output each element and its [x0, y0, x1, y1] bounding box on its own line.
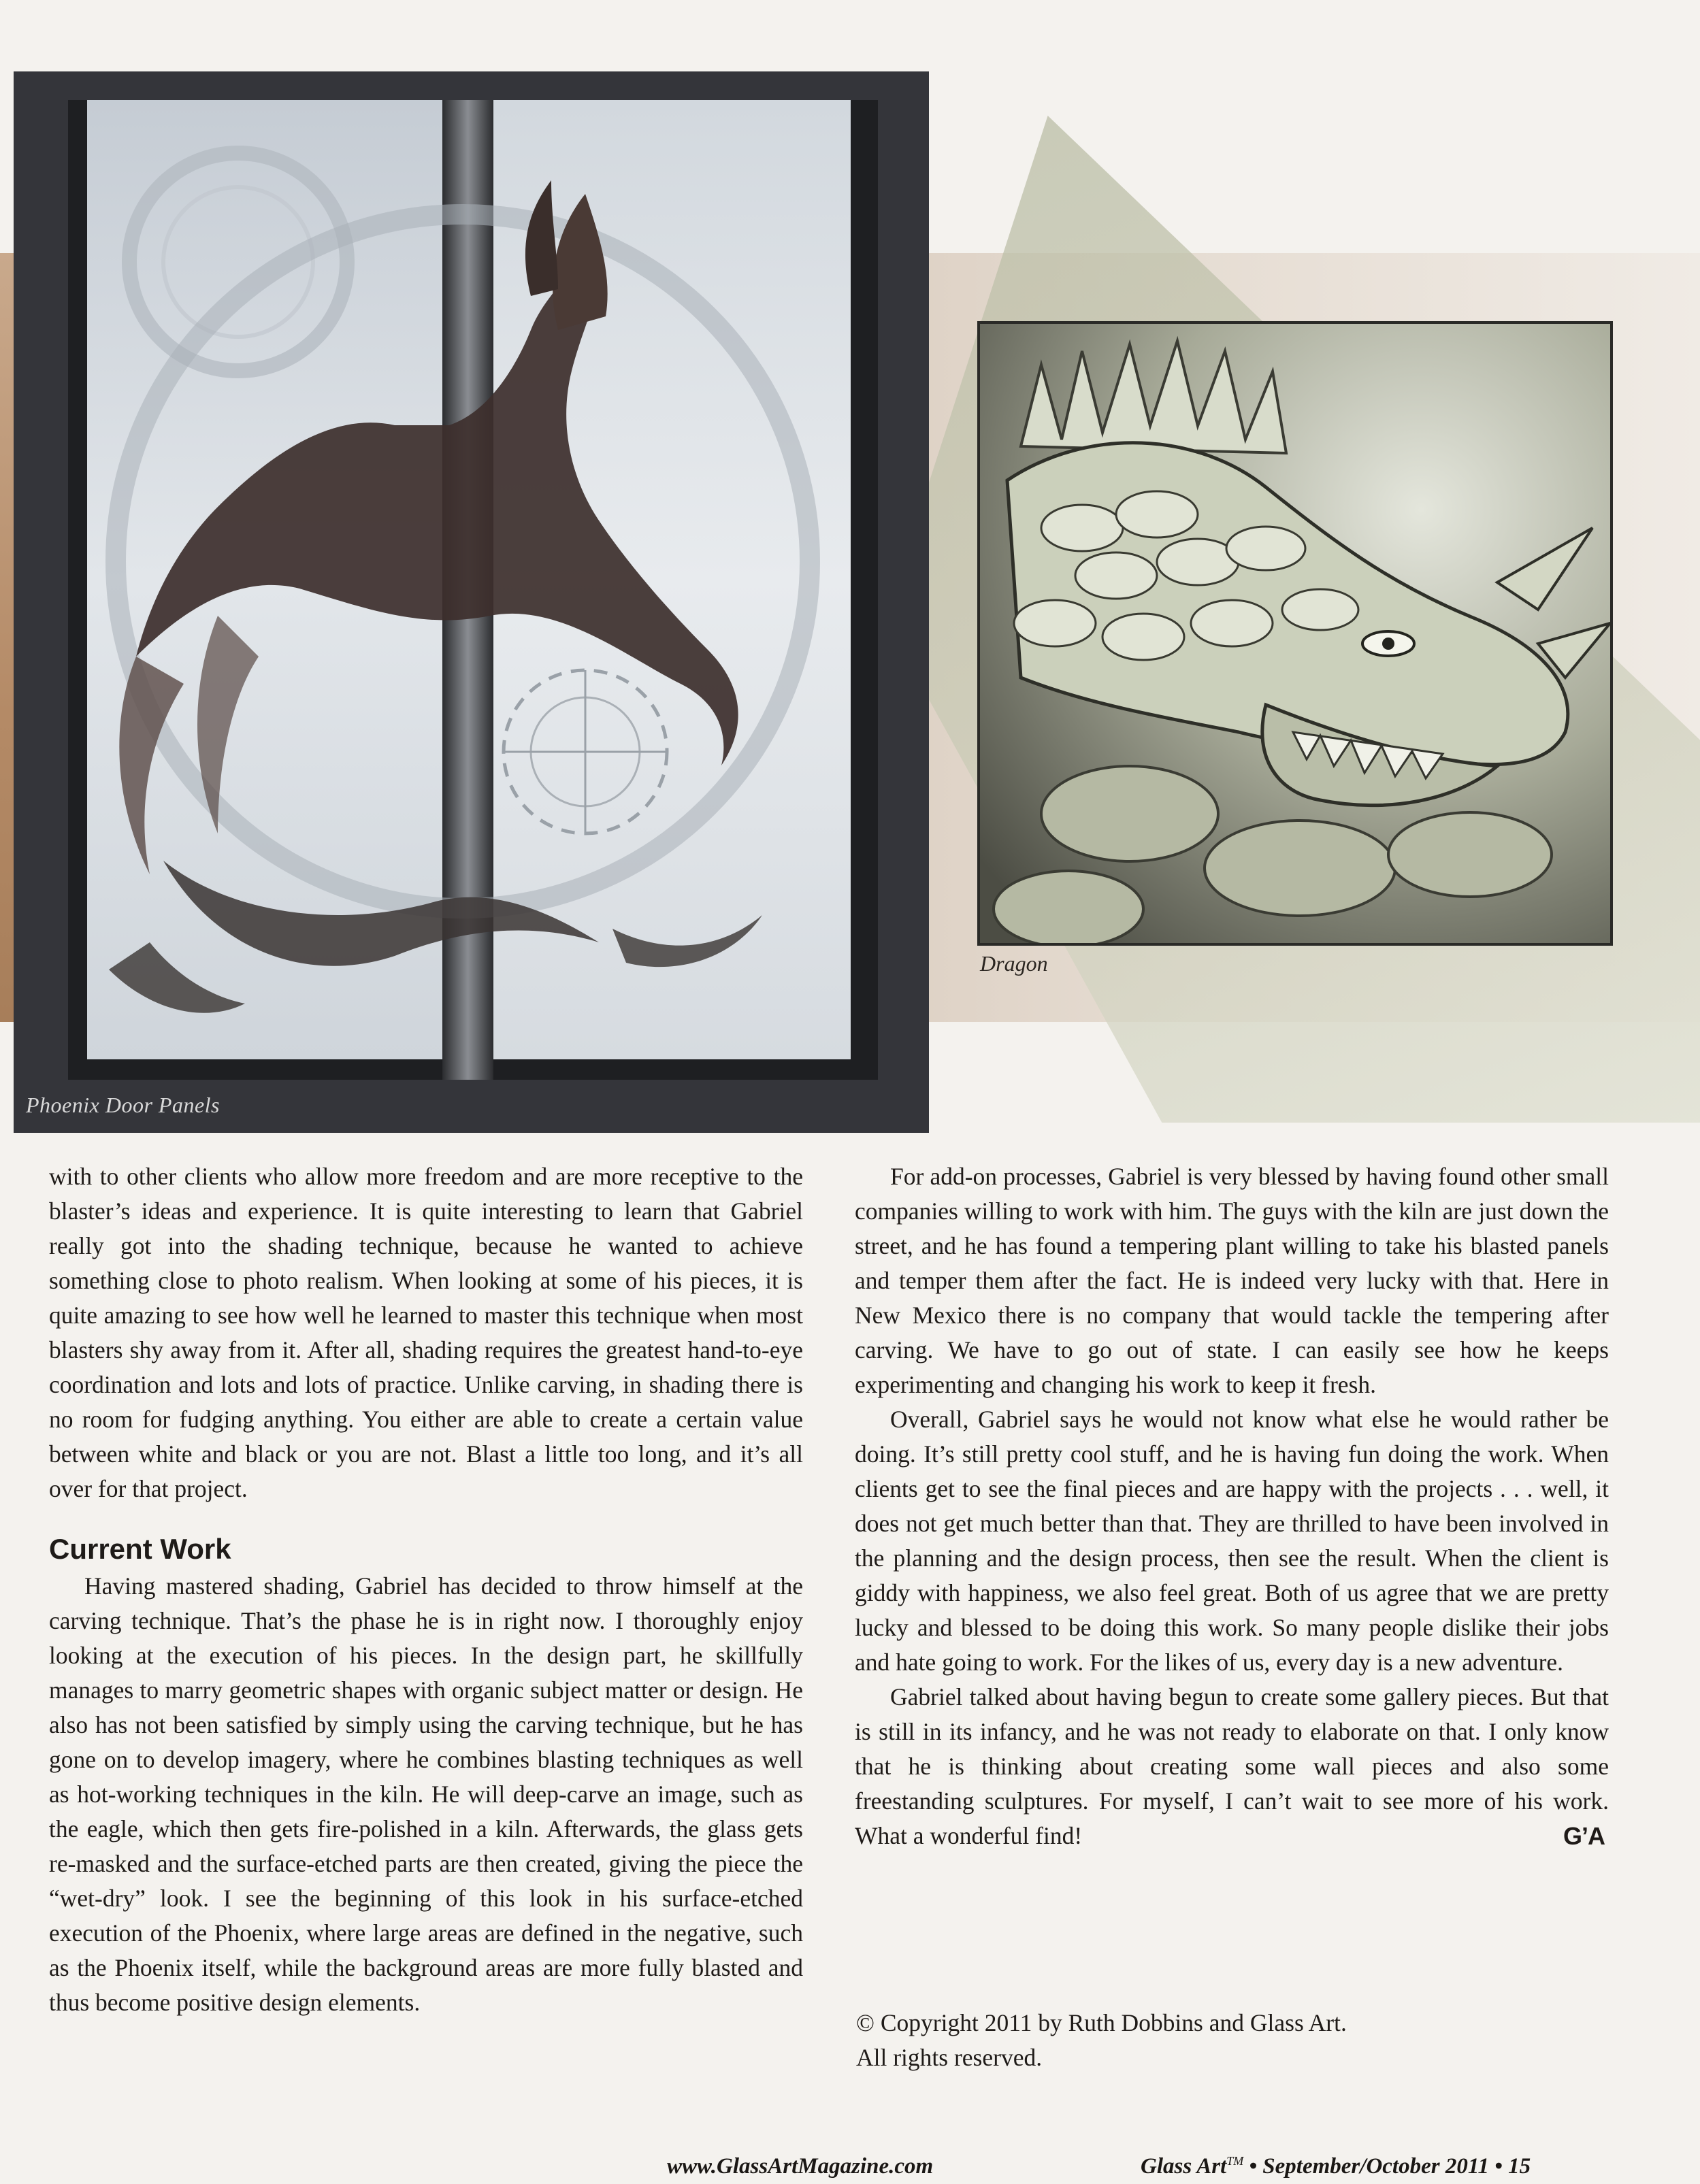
intro-paragraph: with to other clients who allow more freedom and are more receptive to the blaster’s ideas and experience. It is quite interesting to learn that Gabriel really got into the shading technique, because he wanted to achieve something close to photo realism. When looking at some of his pieces, it is quite amazing to see how well he learned to master this technique when most blasters shy away from it. After all, shading requires the greatest hand-to-eye coordination and lots and lots of practice. Unlike carving, in shading there is no room for fudging anything. You either are able to create a certain value between white and black or you are not. Blast a little too long, and it’s all over for that project.	[49, 1163, 803, 1502]
section-heading-current-work: Current Work	[49, 1533, 231, 1565]
footer-issue-info	[1141, 2154, 1531, 2179]
rights-reserved-line: All rights reserved.	[856, 2044, 1043, 2071]
gallery-pieces-text: Gabriel talked about having begun to create some gallery pieces. But that is still in its infancy, and he was not ready to elaborate on that. I only know that he is thinking about creating some wall pieces and also some freestanding sculptures. For myself, I can’t wait to see more of his work. What a wonderful find!	[855, 1683, 1609, 1849]
article-right-column	[855, 1159, 1609, 1853]
dragon-caption: Dragon	[980, 951, 1048, 976]
overall-paragraph: Overall, Gabriel says he would not know what else he would rather be doing. It’s still pretty cool stuff, and he is having fun doing the work. When clients get to see the final pieces and are happy with the projects . . . well, it does not get much better than that. They are thrilled to have been involved in the planning and the design process, then see the result. When the client is giddy with happiness, we also feel great. Both of us agree that we are pretty lucky and blessed to be doing this work. So many people dislike their jobs and hate going to work. For the likes of us, every day is a new adventure.	[855, 1406, 1609, 1676]
phoenix-caption: Phoenix Door Panels	[26, 1093, 220, 1117]
footer-magazine-name: Glass Art	[1141, 2154, 1227, 2179]
footer-website-url: www.GlassArtMagazine.com	[667, 2154, 934, 2179]
article-left-column	[49, 1159, 803, 2020]
phoenix-artwork	[14, 71, 929, 1133]
dragon-image	[977, 321, 1613, 946]
current-work-paragraph: Having mastered shading, Gabriel has decided to throw himself at the carving technique. That’s the phase he is in right now. I thoroughly enjoy looking at the execution of his pieces. In the design part, he skillfully manages to marry geometric shapes with organic subject matter or design. He also has not been satisfied by simply using the carving technique, but he has gone on to develop imagery, where he combines blasting techniques as well as hot-working techniques in the kiln. He will deep-carve an image, such as the eagle, which then gets fire-polished in a kiln. Afterwards, the glass gets re-masked and the surface-etched parts are then created, giving the piece the “wet-dry” look. I see the beginning of this look in his surface-etched execution of the Phoenix, where large areas are defined in the negative, such as the Phoenix itself, while the background areas are more fully blasted and thus become positive design elements.	[49, 1572, 803, 2016]
glass-art-end-logo: G’A	[1563, 1822, 1605, 1850]
phoenix-door-panels-image	[14, 71, 929, 1133]
copyright-line: © Copyright 2011 by Ruth Dobbins and Glass Art.	[856, 2009, 1347, 2036]
copyright-notice	[856, 2006, 1537, 2075]
gallery-pieces-paragraph	[855, 1680, 1609, 1853]
footer-issue-date-page: • September/October 2011 • 15	[1249, 2154, 1531, 2179]
addon-processes-paragraph: For add-on processes, Gabriel is very blessed by having found other small companies willing to work with him. The guys with the kiln are just down the street, and he has found a tempering plant willing to take his blasted panels and temper them after the fact. He is indeed very lucky with that. Here in New Mexico there is no company that would tackle the tempering after carving. We have to go out of state. I can easily see how he keeps experimenting and changing his work to keep it fresh.	[855, 1163, 1609, 1398]
dragon-artwork	[980, 324, 1610, 943]
trademark-symbol: TM	[1226, 2154, 1244, 2168]
